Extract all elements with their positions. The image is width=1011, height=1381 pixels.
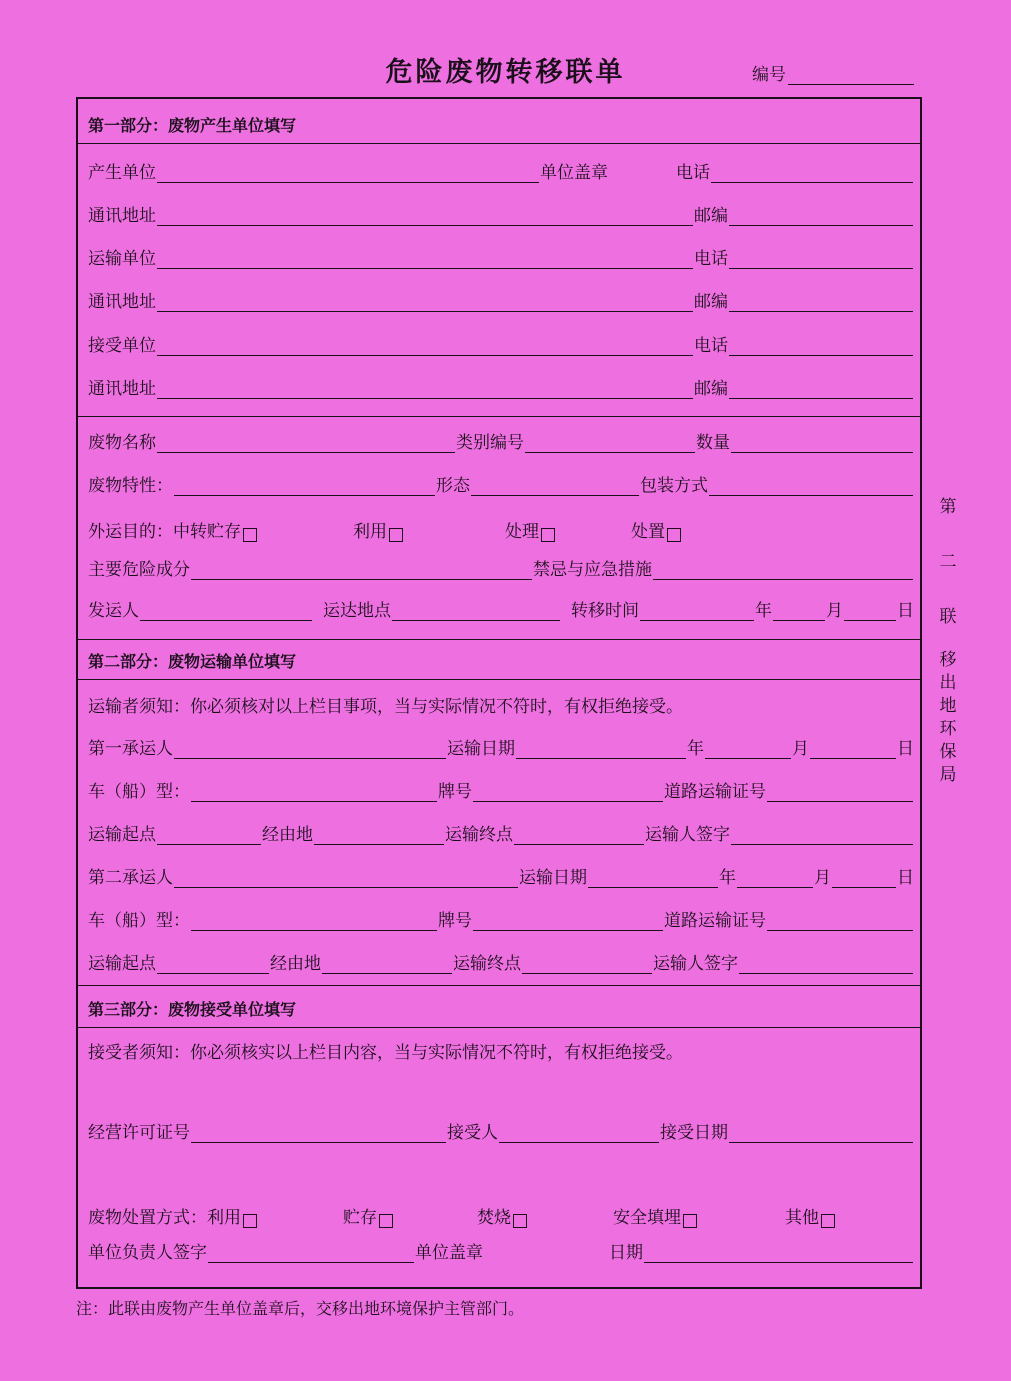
start-label: 运输起点 [88,825,156,845]
hazard-input[interactable] [191,562,532,580]
checkbox[interactable] [683,1214,697,1228]
vehicle-input[interactable] [191,784,437,802]
permit-label: 道路运输证号 [664,911,766,931]
plate-input[interactable] [473,784,663,802]
carrier1-day-input[interactable] [810,741,896,759]
category-no-label: 类别编号 [456,433,524,453]
producer-postcode-label: 邮编 [694,206,728,226]
carrier2-route-row [88,954,914,974]
carrier1-month-input[interactable] [705,741,791,759]
carrier2-input[interactable] [174,870,518,888]
day-label: 日 [897,601,914,621]
waste-name-input[interactable] [157,435,455,453]
quantity-label: 数量 [696,433,730,453]
waste-name-row [88,433,914,453]
carrier1-input[interactable] [174,741,446,759]
carrier1-year-input[interactable] [516,741,686,759]
section-part3-heading: 第三部分：废物接受单位填写 [88,1000,297,1019]
carrier1-row: 第一承运人 运输日期 年 月 日 [88,739,914,759]
via-input[interactable] [314,827,444,845]
checkbox[interactable] [389,528,403,542]
seal-label: 单位盖章 [540,163,608,183]
packaging-label: 包装方式 [640,476,708,496]
carrier1-vehicle-row [88,782,914,802]
transporter-address-label: 通讯地址 [88,292,156,312]
carrier1-date-label: 运输日期 [447,739,515,759]
packaging-input[interactable] [709,478,913,496]
transporter-address-row [88,292,914,312]
producer-postcode-input[interactable] [729,208,913,226]
transporter-postcode-input[interactable] [729,294,913,312]
transporter-label: 运输单位 [88,249,156,269]
via-label: 经由地 [262,825,313,845]
carrier1-label: 第一承运人 [88,739,173,759]
serial-number-label: 编号 [752,65,786,85]
start-input[interactable] [157,827,261,845]
via-input[interactable] [322,956,452,974]
destination-input[interactable] [392,603,560,621]
divider [78,639,920,640]
side-label-copy-number: 第 二 联 移 出 地 环 保 局 [939,497,957,785]
transporter-phone-label: 电话 [694,249,728,269]
date-label: 日期 [609,1243,643,1263]
receiver-address-row [88,379,914,399]
signature-label: 运输人签字 [653,954,738,974]
vehicle-input[interactable] [191,913,437,931]
disposal-row [88,1203,914,1228]
shipper-input[interactable] [140,603,312,621]
destination-label: 运达地点 [323,601,391,621]
producer-phone-label: 电话 [676,163,710,183]
via-label: 经由地 [270,954,321,974]
shipper-label: 发运人 [88,601,139,621]
permit-input[interactable] [767,913,913,931]
carrier2-vehicle-row [88,911,914,931]
plate-label: 牌号 [438,911,472,931]
form-input[interactable] [471,478,639,496]
serial-number-input[interactable] [788,66,914,85]
producer-address-row [88,206,914,226]
purpose-option-dispose[interactable]: 处置 [631,517,681,542]
receiver-address-input[interactable] [157,381,693,399]
footer-note: 注：此联由废物产生单位盖章后，交移出地环境保护主管部门。 [76,1299,525,1318]
checkbox[interactable] [667,528,681,542]
producer-row [88,163,914,183]
vehicle-label: 车（船）型： [88,911,190,931]
producer-input[interactable] [157,165,539,183]
transfer-day-input[interactable] [844,603,896,621]
carrier2-date-label: 运输日期 [519,868,587,888]
purpose-option-transfer-storage[interactable]: 中转贮存 [173,517,353,542]
acceptor-label: 接受人 [447,1123,498,1143]
end-input[interactable] [514,827,644,845]
license-row [88,1123,914,1143]
disposal-option-other[interactable]: 其他 [785,1203,835,1228]
transporter-input[interactable] [157,251,693,269]
receiver-notice: 接受者须知：你必须核实以上栏目内容，当与实际情况不符时，有权拒绝接受。 [88,1043,683,1063]
purpose-label: 外运目的： [88,522,173,542]
divider [78,679,920,680]
checkbox[interactable] [243,528,257,542]
receiver-label: 接受单位 [88,336,156,356]
waste-property-label: 废物特性： [88,476,173,496]
permit-input[interactable] [767,784,913,802]
start-input[interactable] [157,956,269,974]
date-input[interactable] [644,1245,913,1263]
transfer-year-input[interactable] [640,603,754,621]
head-signature-row [88,1243,914,1263]
form-title: 危险废物转移联单 [385,57,626,88]
disposal-option-utilize[interactable]: 利用 [207,1203,343,1228]
signature-input[interactable] [731,827,913,845]
taboo-input[interactable] [653,562,913,580]
transporter-phone-input[interactable] [729,251,913,269]
transfer-time-label: 转移时间 [571,601,639,621]
receiver-postcode-input[interactable] [729,381,913,399]
purpose-option-treat[interactable]: 处理 [505,517,631,542]
hazard-row [88,560,914,580]
license-label: 经营许可证号 [88,1123,190,1143]
end-label: 运输终点 [445,825,513,845]
plate-input[interactable] [473,913,663,931]
category-no-input[interactable] [525,435,695,453]
month-label: 月 [826,601,843,621]
quantity-input[interactable] [731,435,913,453]
receiver-postcode-label: 邮编 [694,379,728,399]
divider [78,985,920,986]
checkbox[interactable] [379,1214,393,1228]
receiver-phone-label: 电话 [694,336,728,356]
plate-label: 牌号 [438,782,472,802]
shipment-row [88,601,914,621]
carrier2-row: 第二承运人 运输日期 年 月 日 [88,868,914,888]
checkbox[interactable] [243,1214,257,1228]
divider [78,416,920,417]
divider [78,1027,920,1028]
seal-label: 单位盖章 [415,1243,483,1263]
carrier2-month-input[interactable] [737,870,813,888]
carrier1-route-row [88,825,914,845]
disposal-option-storage[interactable]: 贮存 [343,1203,477,1228]
transporter-row [88,249,914,269]
signature-label: 运输人签字 [645,825,730,845]
disposal-label: 废物处置方式： [88,1208,207,1228]
carrier2-year-input[interactable] [588,870,718,888]
carrier2-day-input[interactable] [832,870,896,888]
license-input[interactable] [191,1125,446,1143]
transport-notice: 运输者须知：你必须核对以上栏目事项，当与实际情况不符时，有权拒绝接受。 [88,697,683,717]
end-label: 运输终点 [453,954,521,974]
receiver-input[interactable] [157,338,693,356]
waste-name-label: 废物名称 [88,433,156,453]
checkbox[interactable] [821,1214,835,1228]
producer-label: 产生单位 [88,163,156,183]
receiver-row [88,336,914,356]
section-part1-heading: 第一部分：废物产生单位填写 [88,116,297,135]
form-frame [76,97,922,1289]
accept-date-input[interactable] [729,1125,913,1143]
acceptor-input[interactable] [499,1125,659,1143]
transporter-address-input[interactable] [157,294,693,312]
vehicle-label: 车（船）型： [88,782,190,802]
transporter-postcode-label: 邮编 [694,292,728,312]
checkbox[interactable] [541,528,555,542]
transfer-month-input[interactable] [773,603,825,621]
receiver-phone-input[interactable] [729,338,913,356]
year-label: 年 [755,601,772,621]
head-signature-input[interactable] [208,1245,414,1263]
divider [78,143,920,144]
disposal-option-landfill[interactable]: 安全填埋 [613,1203,785,1228]
serial-number-field [752,60,914,85]
accept-date-label: 接受日期 [660,1123,728,1143]
producer-address-input[interactable] [157,208,693,226]
end-input[interactable] [522,956,652,974]
permit-label: 道路运输证号 [664,782,766,802]
disposal-option-incinerate[interactable]: 焚烧 [477,1203,613,1228]
start-label: 运输起点 [88,954,156,974]
producer-address-label: 通讯地址 [88,206,156,226]
checkbox[interactable] [513,1214,527,1228]
receiver-address-label: 通讯地址 [88,379,156,399]
section-part2-heading: 第二部分：废物运输单位填写 [88,652,297,671]
waste-property-row [88,476,914,496]
signature-input[interactable] [739,956,913,974]
producer-phone-input[interactable] [711,165,913,183]
hazard-label: 主要危险成分 [88,560,190,580]
form-label: 形态 [436,476,470,496]
waste-property-input[interactable] [174,478,435,496]
carrier2-label: 第二承运人 [88,868,173,888]
purpose-row [88,517,914,542]
head-signature-label: 单位负责人签字 [88,1243,207,1263]
taboo-label: 禁忌与应急措施 [533,560,652,580]
purpose-option-utilize[interactable]: 利用 [353,517,505,542]
